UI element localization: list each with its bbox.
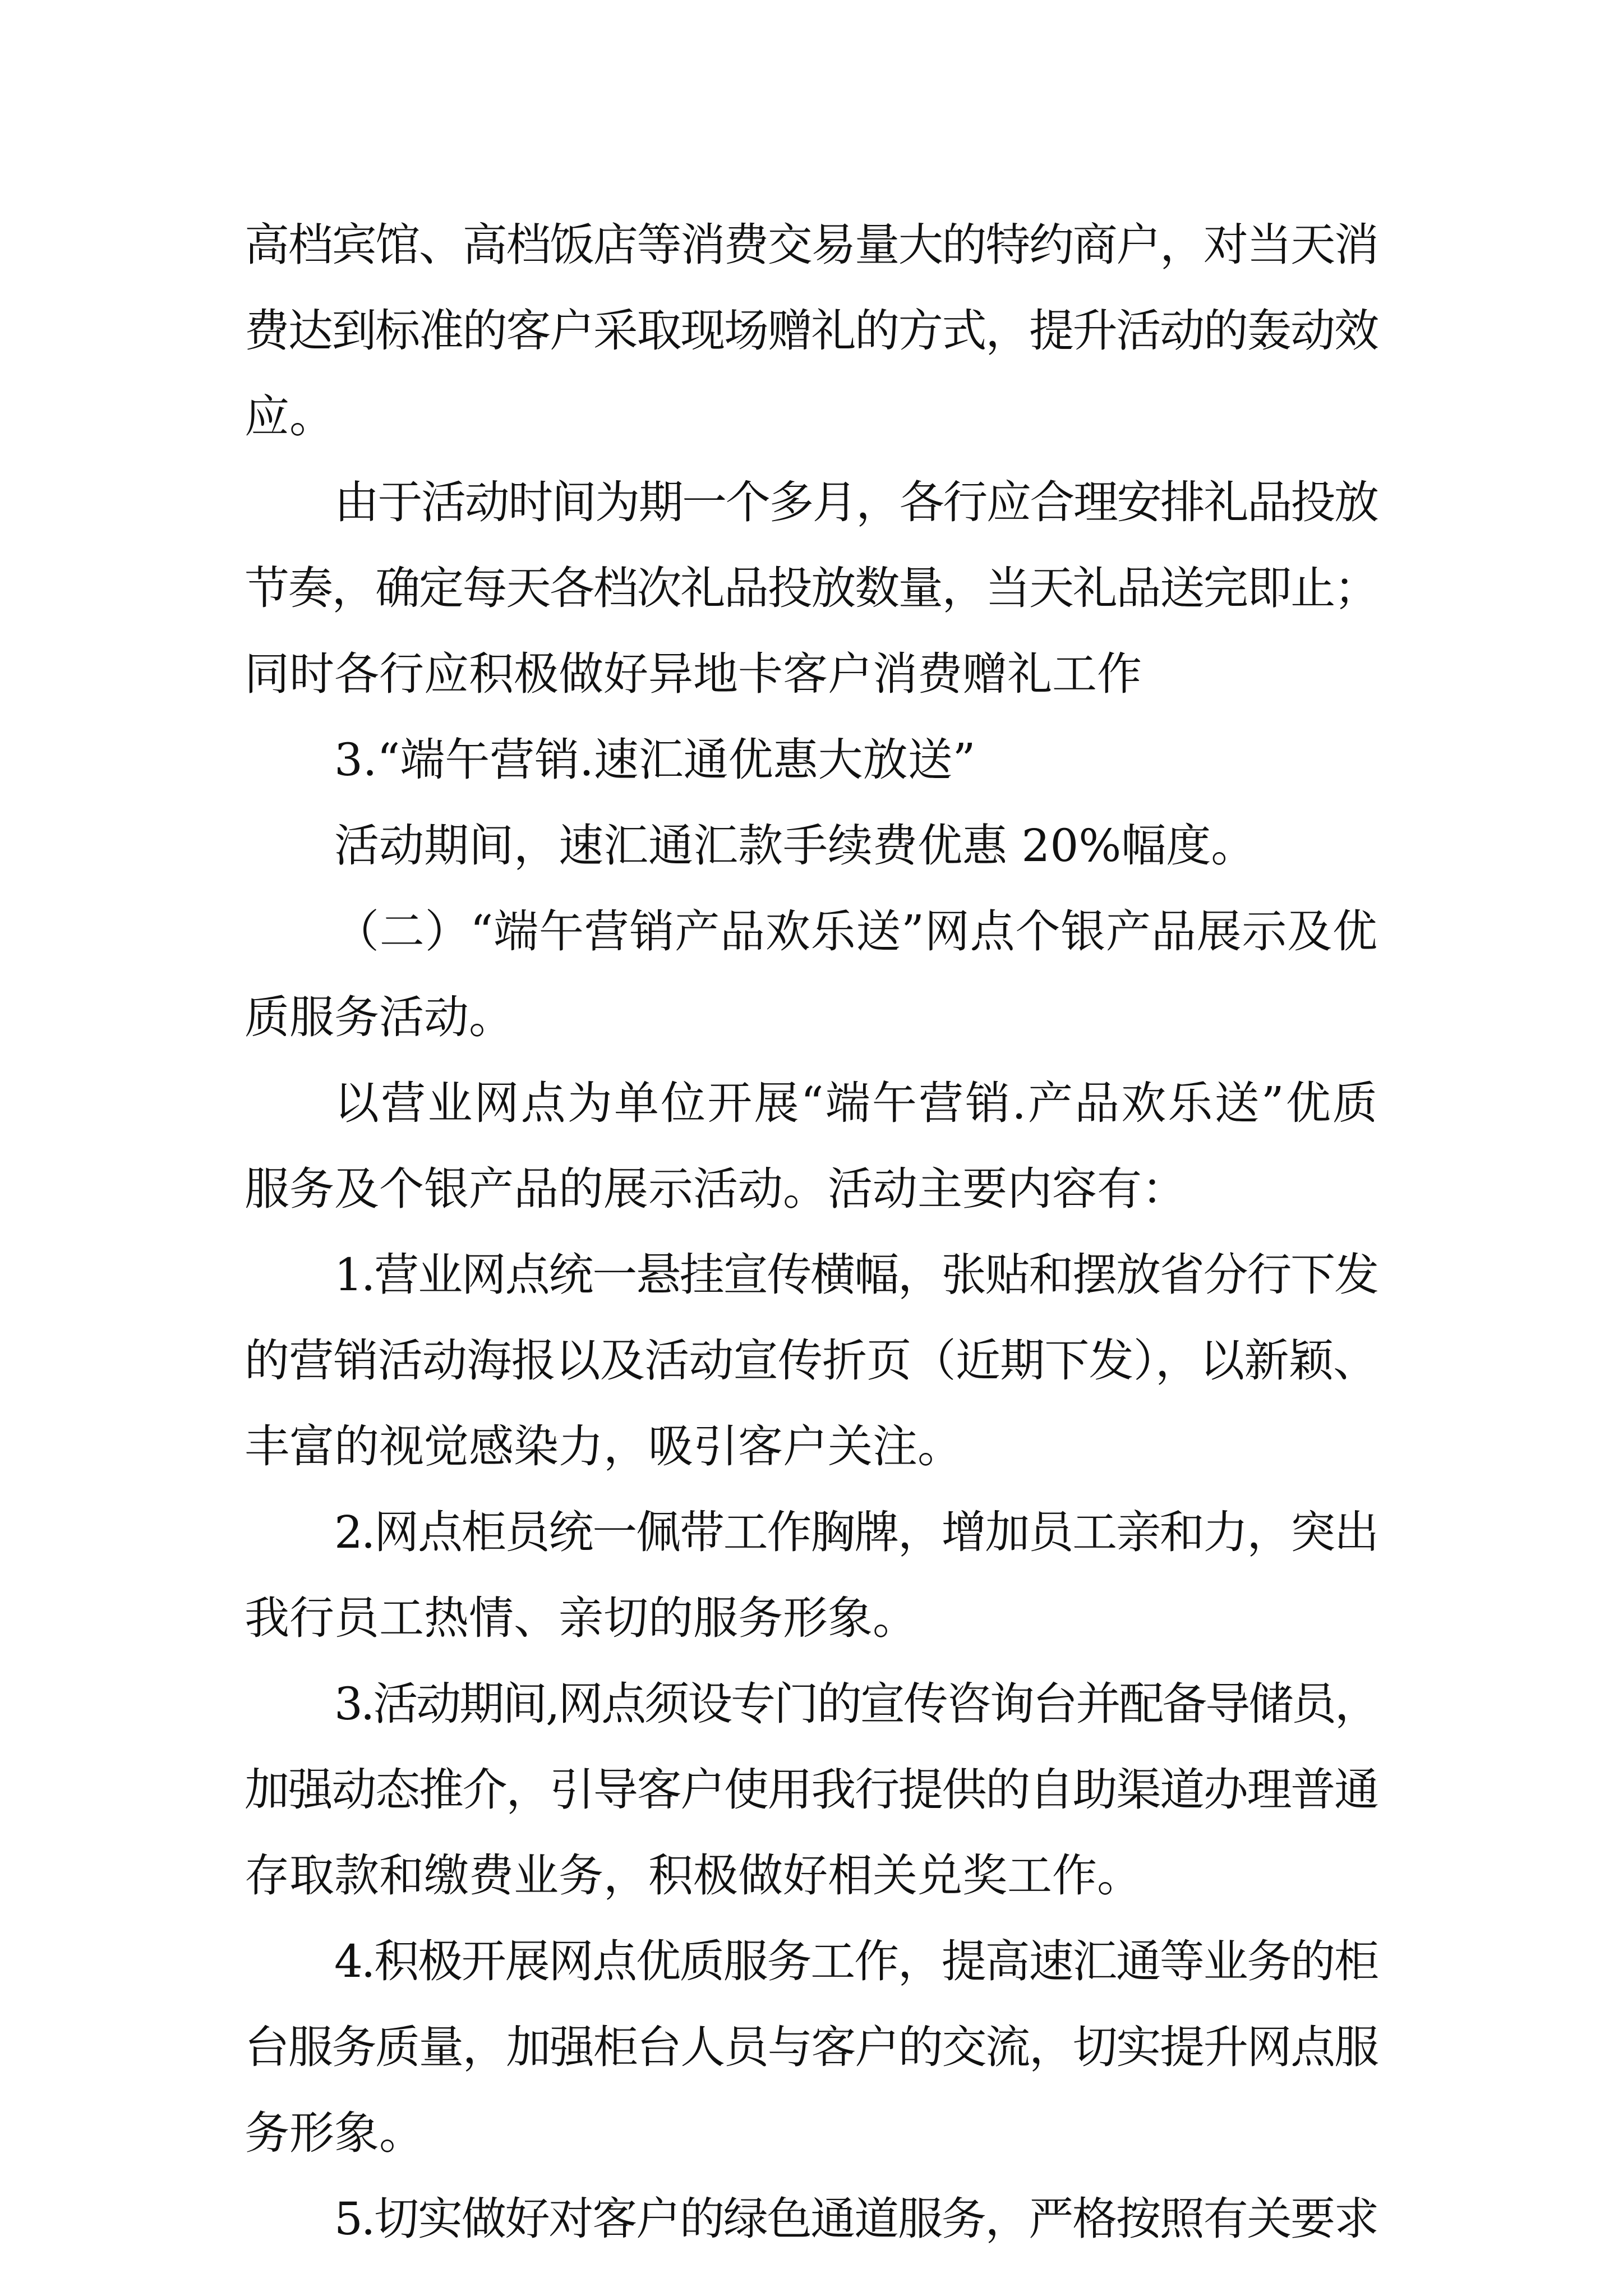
text-line: 1.营业网点统一悬挂宣传横幅，张贴和摆放省分行下发 xyxy=(334,1249,1377,1301)
text-line: 应。 xyxy=(245,390,334,443)
text-line: 以营业网点为单位开展“端午营销.产品欢乐送”优质 xyxy=(334,1077,1377,1129)
text-line: 丰富的视觉感染力，吸引客户关注。 xyxy=(245,1420,962,1473)
text-line: 我行员工热情、亲切的服务形象。 xyxy=(245,1592,917,1644)
text-line: 活动期间，速汇通汇款手续费优惠 20%幅度。 xyxy=(334,820,1256,872)
text-line: 同时各行应积极做好异地卡客户消费赠礼工作 xyxy=(245,648,1142,700)
text-line: 由于活动时间为期一个多月，各行应合理安排礼品投放 xyxy=(334,476,1377,528)
text-line: 的营销活动海报以及活动宣传折页（近期下发），以新颖、 xyxy=(245,1335,1377,1387)
document-body xyxy=(245,202,1377,2262)
text-line: 3.“端午营销.速汇通优惠大放送” xyxy=(334,734,976,786)
text-line: 5.切实做好对客户的绿色通道服务，严格按照有关要求 xyxy=(334,2193,1377,2245)
text-line: 加强动态推介，引导客户使用我行提供的自助渠道办理普通 xyxy=(245,1764,1377,1816)
text-line: 3.活动期间,网点须设专门的宣传咨询台并配备导储员， xyxy=(334,1678,1377,1730)
text-line: 费达到标准的客户采取现场赠礼的方式，提升活动的轰动效 xyxy=(245,305,1377,357)
text-line: 高档宾馆、高档饭店等消费交易量大的特约商户，对当天消 xyxy=(245,219,1377,271)
text-line: 2.网点柜员统一佩带工作胸牌，增加员工亲和力，突出 xyxy=(334,1506,1377,1558)
text-line: 务形象。 xyxy=(245,2107,424,2159)
text-line: 存取款和缴费业务，积极做好相关兑奖工作。 xyxy=(245,1849,1142,1902)
text-line: 台服务质量，加强柜台人员与客户的交流，切实提升网点服 xyxy=(245,2021,1377,2073)
text-line: 4.积极开展网点优质服务工作，提高速汇通等业务的柜 xyxy=(334,1935,1377,1987)
text-line: 质服务活动。 xyxy=(245,991,514,1043)
text-line: （二）“端午营销产品欢乐送”网点个银产品展示及优 xyxy=(334,905,1377,958)
text-line: 服务及个银产品的展示活动。活动主要内容有： xyxy=(245,1163,1187,1215)
text-line: 节奏，确定每天各档次礼品投放数量，当天礼品送完即止； xyxy=(245,562,1377,614)
